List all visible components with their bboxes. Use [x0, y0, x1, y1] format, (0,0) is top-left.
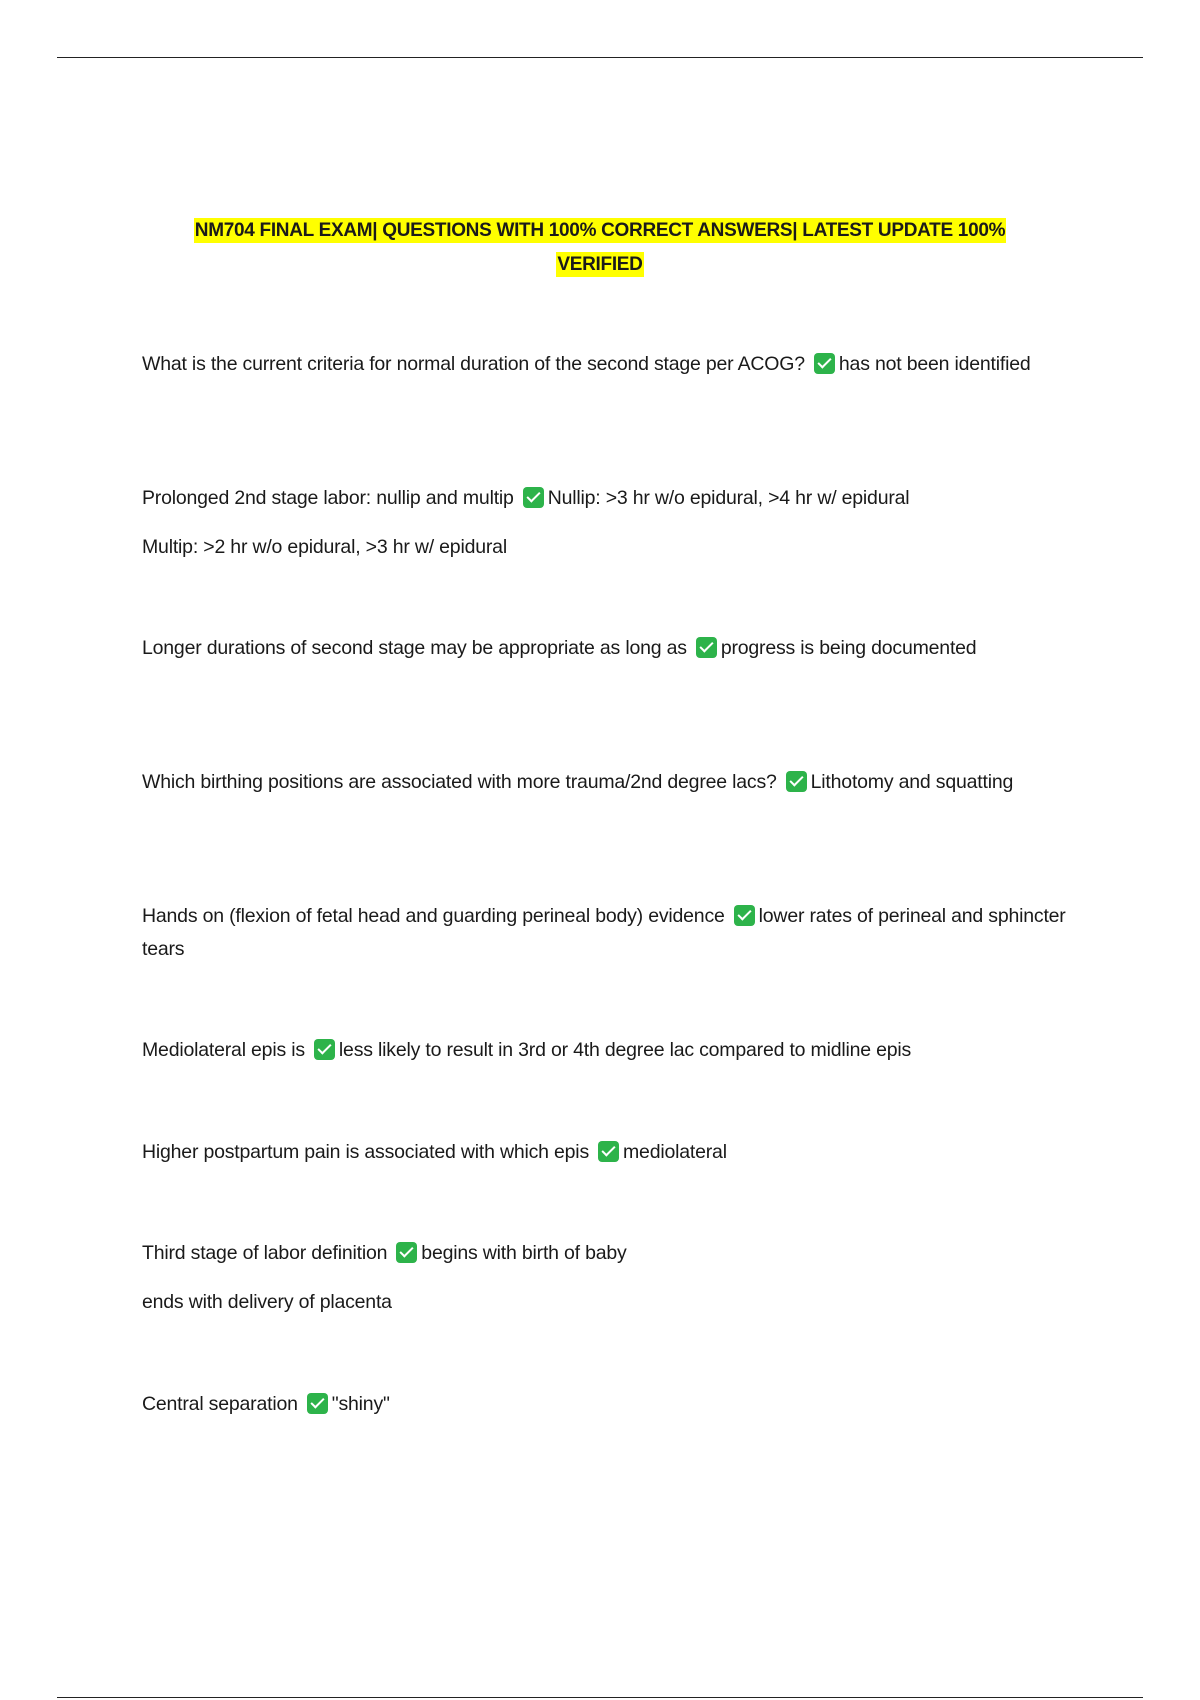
bottom-rule: [57, 1697, 1143, 1698]
qa-item: [142, 482, 1072, 564]
answer-text: lower rates of perineal and sphincter tears: [142, 905, 1066, 960]
answer-extra-text: Multip: >2 hr w/o epidural, >3 hr w/ epidural: [142, 536, 507, 558]
qa-item: [142, 1034, 1072, 1067]
qa-item: [142, 1136, 1072, 1169]
answer-text: progress is being documented: [720, 637, 977, 659]
answer-text: less likely to result in 3rd or 4th degree lac compared to midline epis: [338, 1039, 912, 1061]
qa-line: [142, 482, 1072, 515]
answer-text: has not been identified: [838, 353, 1031, 375]
answer-text: "shiny": [331, 1393, 390, 1415]
question-text: Prolonged 2nd stage labor: nullip and multip: [142, 487, 514, 509]
checkmark-icon: [814, 353, 835, 374]
qa-line: [142, 1388, 1072, 1421]
qa-line: [142, 348, 1072, 381]
checkmark-icon: [314, 1039, 335, 1060]
question-text: Longer durations of second stage may be appropriate as long as: [142, 637, 687, 659]
checkmark-icon: [598, 1141, 619, 1162]
title-line-1: NM704 FINAL EXAM| QUESTIONS WITH 100% CORRECT ANSWERS| LATEST UPDATE 100%: [194, 220, 1006, 241]
checkmark-icon: [523, 487, 544, 508]
answer-text: Nullip: >3 hr w/o epidural, >4 hr w/ epidural: [547, 487, 910, 509]
question-text: What is the current criteria for normal duration of the second stage per ACOG?: [142, 353, 805, 375]
qa-line: [142, 766, 1072, 799]
question-text: Central separation: [142, 1393, 298, 1415]
checkmark-icon: [307, 1393, 328, 1414]
question-text: Higher postpartum pain is associated with which epis: [142, 1141, 589, 1163]
qa-line: [142, 900, 1072, 966]
title-line-2: VERIFIED: [557, 254, 643, 275]
qa-item: [142, 1388, 1072, 1421]
qa-line: [142, 1034, 1072, 1067]
question-text: Hands on (flexion of fetal head and guarding perineal body) evidence: [142, 905, 725, 927]
checkmark-icon: [396, 1242, 417, 1263]
answer-text: mediolateral: [623, 1141, 727, 1163]
qa-item: [142, 900, 1072, 966]
checkmark-icon: [734, 905, 755, 926]
checkmark-icon: [786, 771, 807, 792]
answer-text: begins with birth of baby: [421, 1242, 627, 1264]
question-text: Which birthing positions are associated with more trauma/2nd degree lacs?: [142, 771, 777, 793]
question-text: Third stage of labor definition: [142, 1242, 388, 1264]
top-rule: [57, 57, 1143, 58]
qa-item: [142, 766, 1072, 799]
qa-item: [142, 1237, 1072, 1319]
qa-item: [142, 632, 1072, 665]
checkmark-icon: [696, 637, 717, 658]
document-title: [130, 214, 1070, 282]
qa-item: [142, 348, 1072, 381]
qa-line: [142, 632, 1072, 665]
qa-line: [142, 1237, 1072, 1270]
answer-text: Lithotomy and squatting: [810, 771, 1014, 793]
qa-line: [142, 1136, 1072, 1169]
question-text: Mediolateral epis is: [142, 1039, 305, 1061]
answer-extra-text: ends with delivery of placenta: [142, 1291, 392, 1313]
